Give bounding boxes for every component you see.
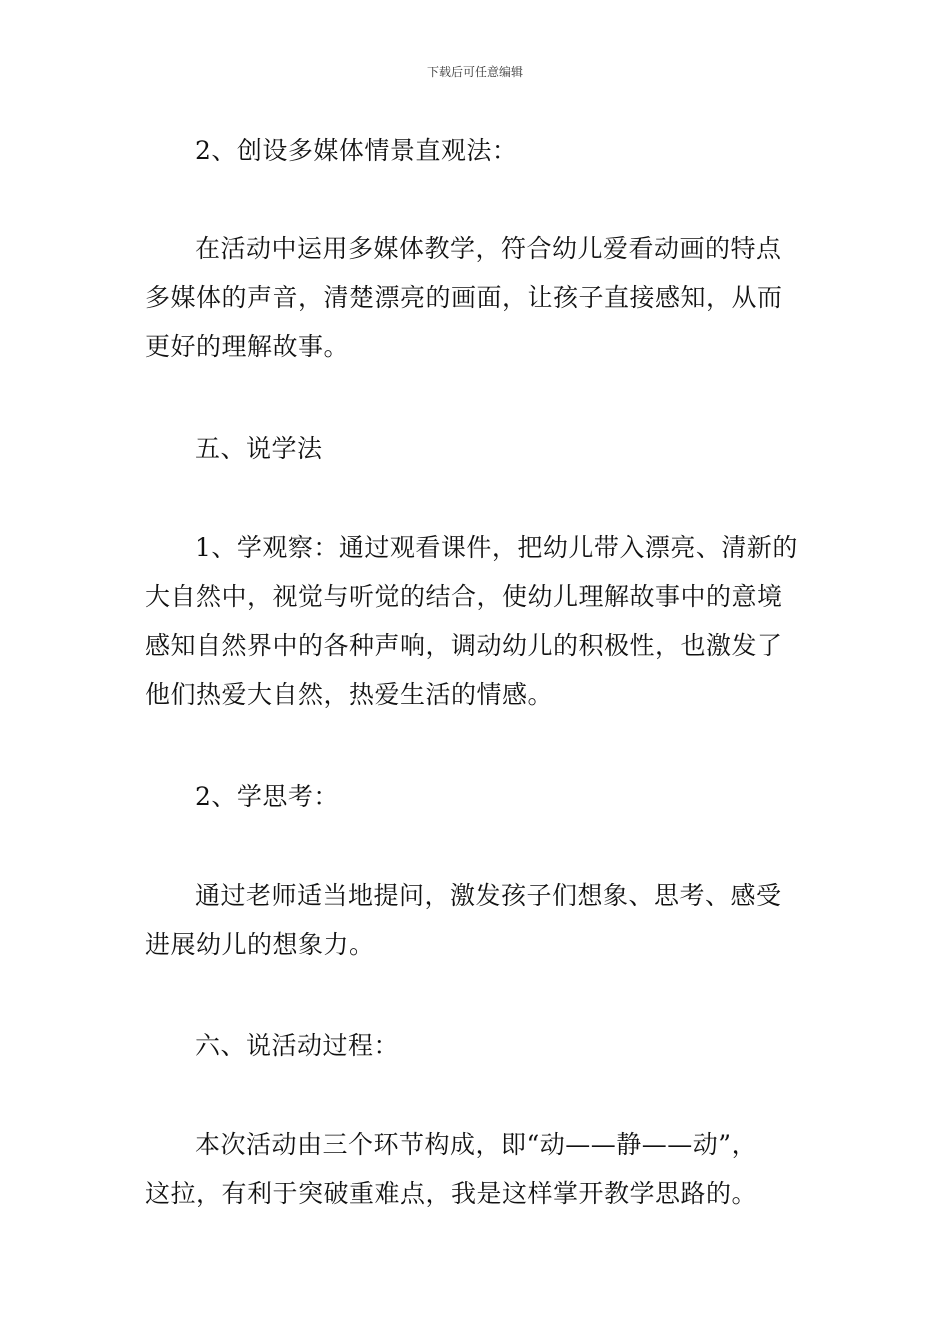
paragraph-multimedia — [145, 224, 807, 371]
text-line: 这拉，有利于突破重难点，我是这样掌开教学思路的。 — [145, 1179, 758, 1208]
heading-activity-process — [145, 1021, 807, 1070]
text-line: 进展幼儿的想象力。 — [145, 930, 375, 959]
text-line: 感知自然界中的各种声响，调动幼儿的积极性，也激发了 — [145, 631, 783, 660]
paragraph-thinking — [145, 871, 807, 969]
text-line: 2、学思考： — [195, 782, 339, 811]
text-line: 他们热爱大自然，热爱生活的情感。 — [145, 680, 554, 709]
paragraph-observation — [145, 523, 807, 719]
text-line: 大自然中，视觉与听觉的结合，使幼儿理解故事中的意境 — [145, 582, 783, 611]
text-line: 通过老师适当地提问，激发孩子们想象、思考、感受 — [195, 881, 782, 910]
text-line: 在活动中运用多媒体教学，符合幼儿爱看动画的特点 — [195, 234, 782, 263]
heading-multimedia-method — [145, 126, 807, 175]
text-line: 六、说活动过程： — [195, 1031, 400, 1060]
text-line: 五、说学法 — [195, 434, 323, 463]
text-line: 1、学观察：通过观看课件，把幼儿带入漂亮、清新的 — [195, 533, 798, 562]
heading-thinking — [145, 772, 807, 821]
heading-learning-methods — [145, 424, 807, 473]
text-line: 多媒体的声音，清楚漂亮的画面，让孩子直接感知，从而 — [145, 283, 783, 312]
text-line: 本次活动由三个环节构成，即“动——静——动”， — [195, 1130, 758, 1159]
text-line: 更好的理解故事。 — [145, 332, 350, 361]
page-header: 下载后可任意编辑 — [426, 65, 523, 79]
paragraph-activity-process — [145, 1120, 807, 1218]
text-line: 2、创设多媒体情景直观法： — [195, 136, 518, 165]
